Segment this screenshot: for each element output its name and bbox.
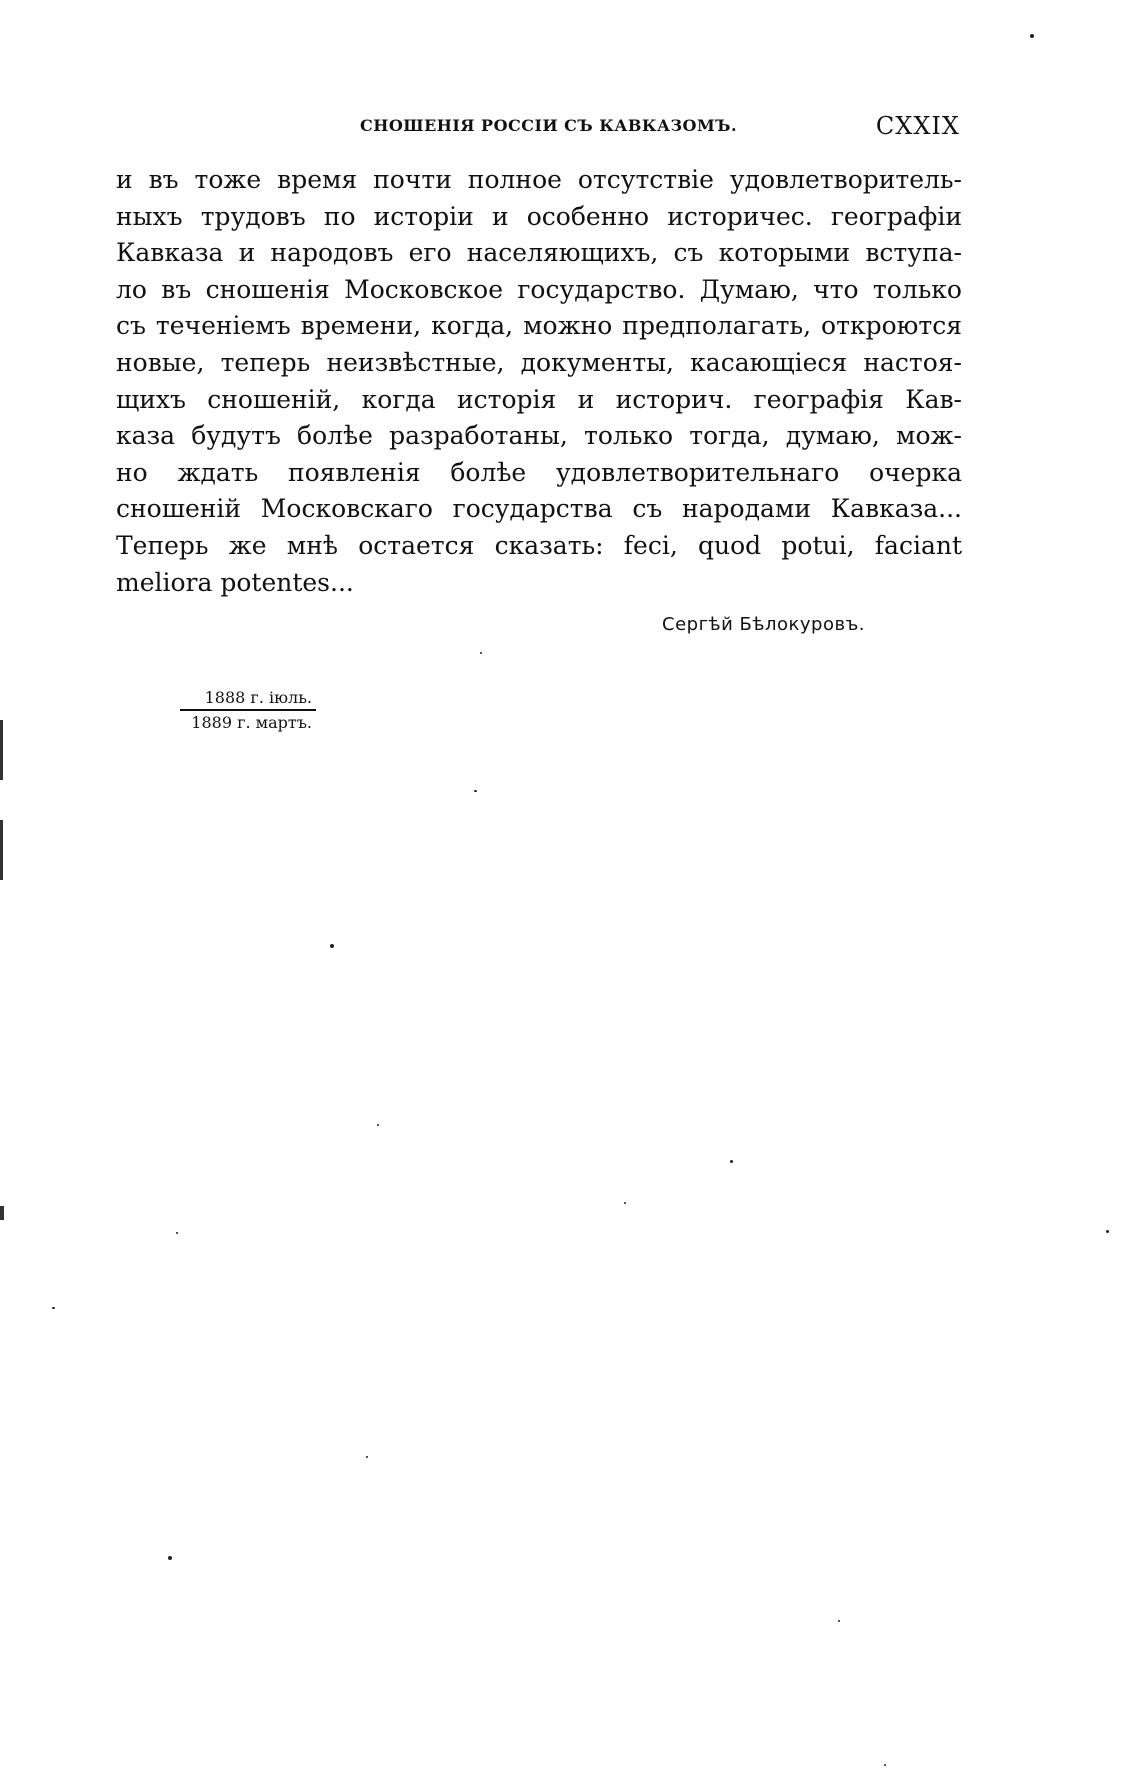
text-line: но ждать появленія болѣе удовлетворительнаго очерка <box>116 457 962 487</box>
scan-speck <box>330 944 334 948</box>
text-line: meliora potentes... <box>116 567 354 597</box>
text-line: каза будутъ болѣе разработаны, только тогда, думаю, мож- <box>116 421 962 451</box>
text-line: съ теченіемъ времени, когда, можно предполагать, откроются <box>116 311 962 341</box>
scan-speck <box>377 1124 379 1126</box>
body-paragraph <box>116 162 962 601</box>
date-end: 1889 г. мартъ. <box>191 713 312 732</box>
date-range <box>180 688 316 732</box>
running-title: СНОШЕНІЯ РОССІИ СЪ КАВКАЗОМЪ. <box>360 116 738 135</box>
page-number: CXXIX <box>875 112 960 140</box>
scan-edge-mark <box>0 1206 4 1220</box>
text-line: щихъ сношеній, когда исторія и историч. географія Кав- <box>116 384 962 414</box>
page-header <box>360 112 960 142</box>
text-line: ло въ сношенія Московское государство. Думаю, что только <box>116 274 962 304</box>
text-line: Теперь же мнѣ остается сказать: feci, quod potui, faciant <box>116 530 962 560</box>
text-line: Кавказа и народовъ его населяющихъ, съ которыми вступа- <box>116 238 962 268</box>
text-line: сношеній Московскаго государства съ народами Кавказа... <box>116 494 962 524</box>
scan-speck <box>176 1232 178 1234</box>
scan-speck <box>730 1160 733 1163</box>
scan-speck <box>1030 34 1034 38</box>
scan-speck <box>168 1556 172 1560</box>
author-signature: Сергѣй Бѣлокуровъ. <box>662 614 866 635</box>
scan-speck <box>480 652 482 654</box>
scan-speck <box>1106 1230 1109 1233</box>
text-line: новые, теперь неизвѣстные, документы, касающіеся настоя- <box>116 347 962 377</box>
text-line: ныхъ трудовъ по исторіи и особенно историчес. географіи <box>116 201 962 231</box>
scan-speck <box>624 1202 626 1204</box>
text-line: и въ тоже время почти полное отсутствіе удовлетворитель- <box>116 165 962 194</box>
scan-speck <box>474 790 477 792</box>
date-start: 1888 г. іюль. <box>180 688 316 711</box>
scan-speck <box>52 1307 55 1309</box>
scan-speck <box>884 1764 886 1766</box>
scan-edge-mark <box>0 820 3 880</box>
scan-edge-mark <box>0 720 3 780</box>
scan-speck <box>366 1456 368 1458</box>
scan-speck <box>838 1620 840 1622</box>
